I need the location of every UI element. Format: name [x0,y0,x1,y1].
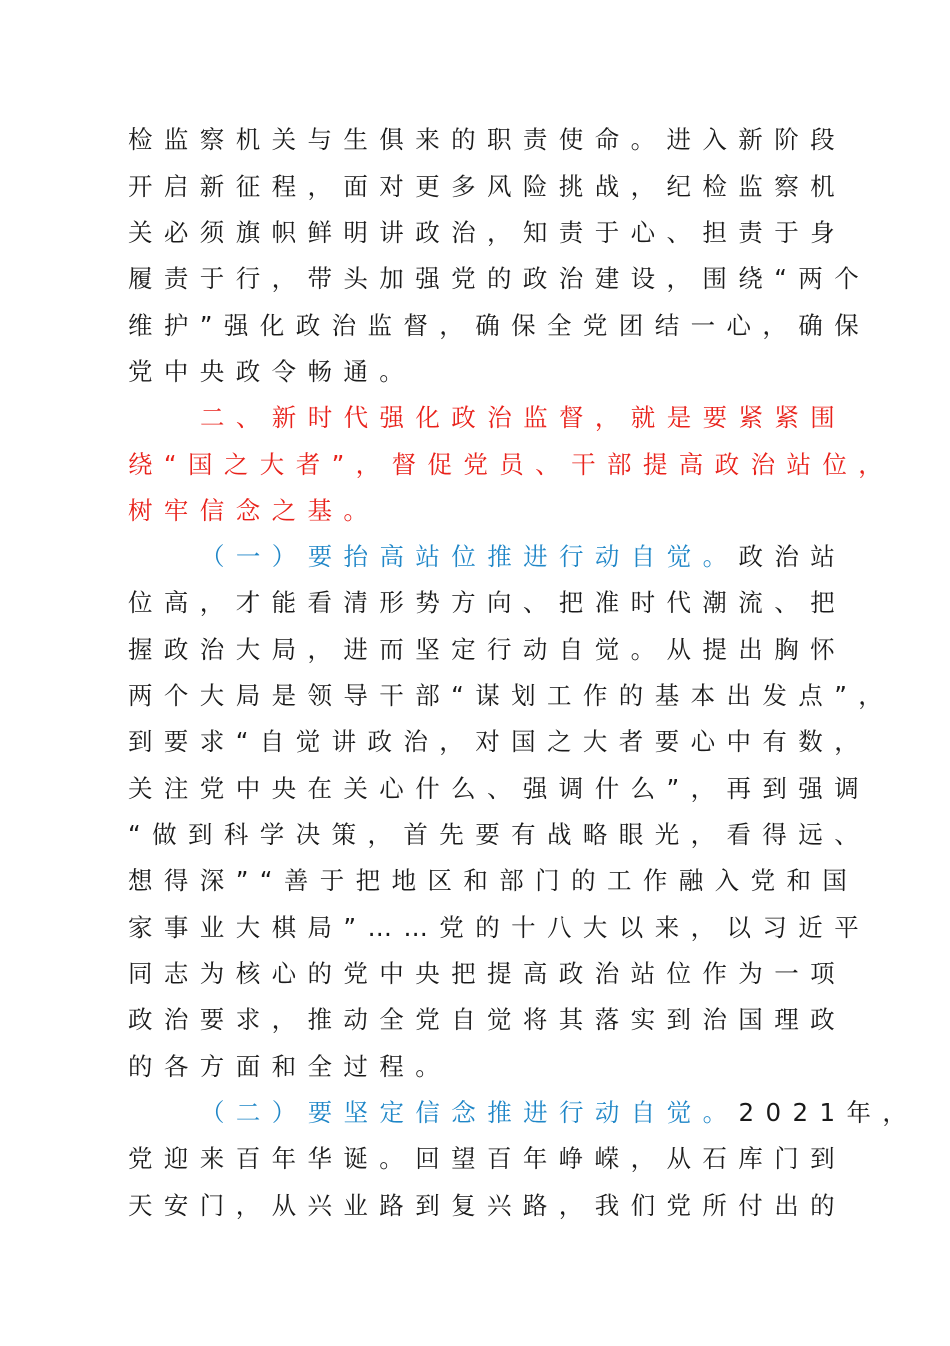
body-text-line: 到要求“自觉讲政治，对国之大者要心中有数， [128,727,871,756]
body-text-line: 关必须旗帜鲜明讲政治，知责于心、担责于身 [128,218,846,247]
body-text-line: 想得深”“善于把地区和部门的工作融入党和国 [128,866,859,895]
subsection-1-first-line [200,534,847,580]
subsection-2-text: 2021年， [738,1098,919,1127]
subsection-2-first-line [200,1090,919,1136]
body-text-line: 履责于行，带头加强党的政治建设，围绕“两个 [128,264,871,293]
subsection-2-heading: （二）要坚定信念推进行动自觉。 [200,1098,739,1127]
body-text-line: “做到科学决策，首先要有战略眼光，看得远、 [128,820,871,849]
subsection-1-heading: （一）要抬高站位推进行动自觉。 [200,542,739,571]
body-text-line: 政治要求，推动全党自觉将其落实到治国理政 [128,1005,846,1034]
body-text-line: 握政治大局，进而坚定行动自觉。从提出胸怀 [128,635,846,664]
body-text-line: 检监察机关与生俱来的职责使命。进入新阶段 [128,125,846,154]
section-heading-line: 树牢信念之基。 [128,496,380,525]
body-text-line: 天安门，从兴业路到复兴路，我们党所付出的 [128,1191,846,1220]
body-text-line: 位高，才能看清形势方向、把准时代潮流、把 [128,588,846,617]
body-text-line: 关注党中央在关心什么、强调什么”，再到强调 [128,774,871,803]
section-heading-line: 绕“国之大者”，督促党员、干部提高政治站位， [128,450,895,479]
body-text-line: 党中央政令畅通。 [128,357,416,386]
body-text-line: 两个大局是领导干部“谋划工作的基本出发点”， [128,681,895,710]
body-text-line: 同志为核心的党中央把提高政治站位作为一项 [128,959,846,988]
section-heading-line: 二、新时代强化政治监督，就是要紧紧围 [200,403,847,432]
body-text-line: 家事业大棋局”……党的十八大以来，以习近平 [128,913,871,942]
body-text-line: 开启新征程，面对更多风险挑战，纪检监察机 [128,172,846,201]
body-text-line: 的各方面和全过程。 [128,1052,452,1081]
subsection-1-text: 政治站 [738,542,847,571]
body-text-line: 党迎来百年华诞。回望百年峥嵘，从石库门到 [128,1144,846,1173]
body-text-line: 维护”强化政治监督，确保全党团结一心，确保 [128,311,871,340]
